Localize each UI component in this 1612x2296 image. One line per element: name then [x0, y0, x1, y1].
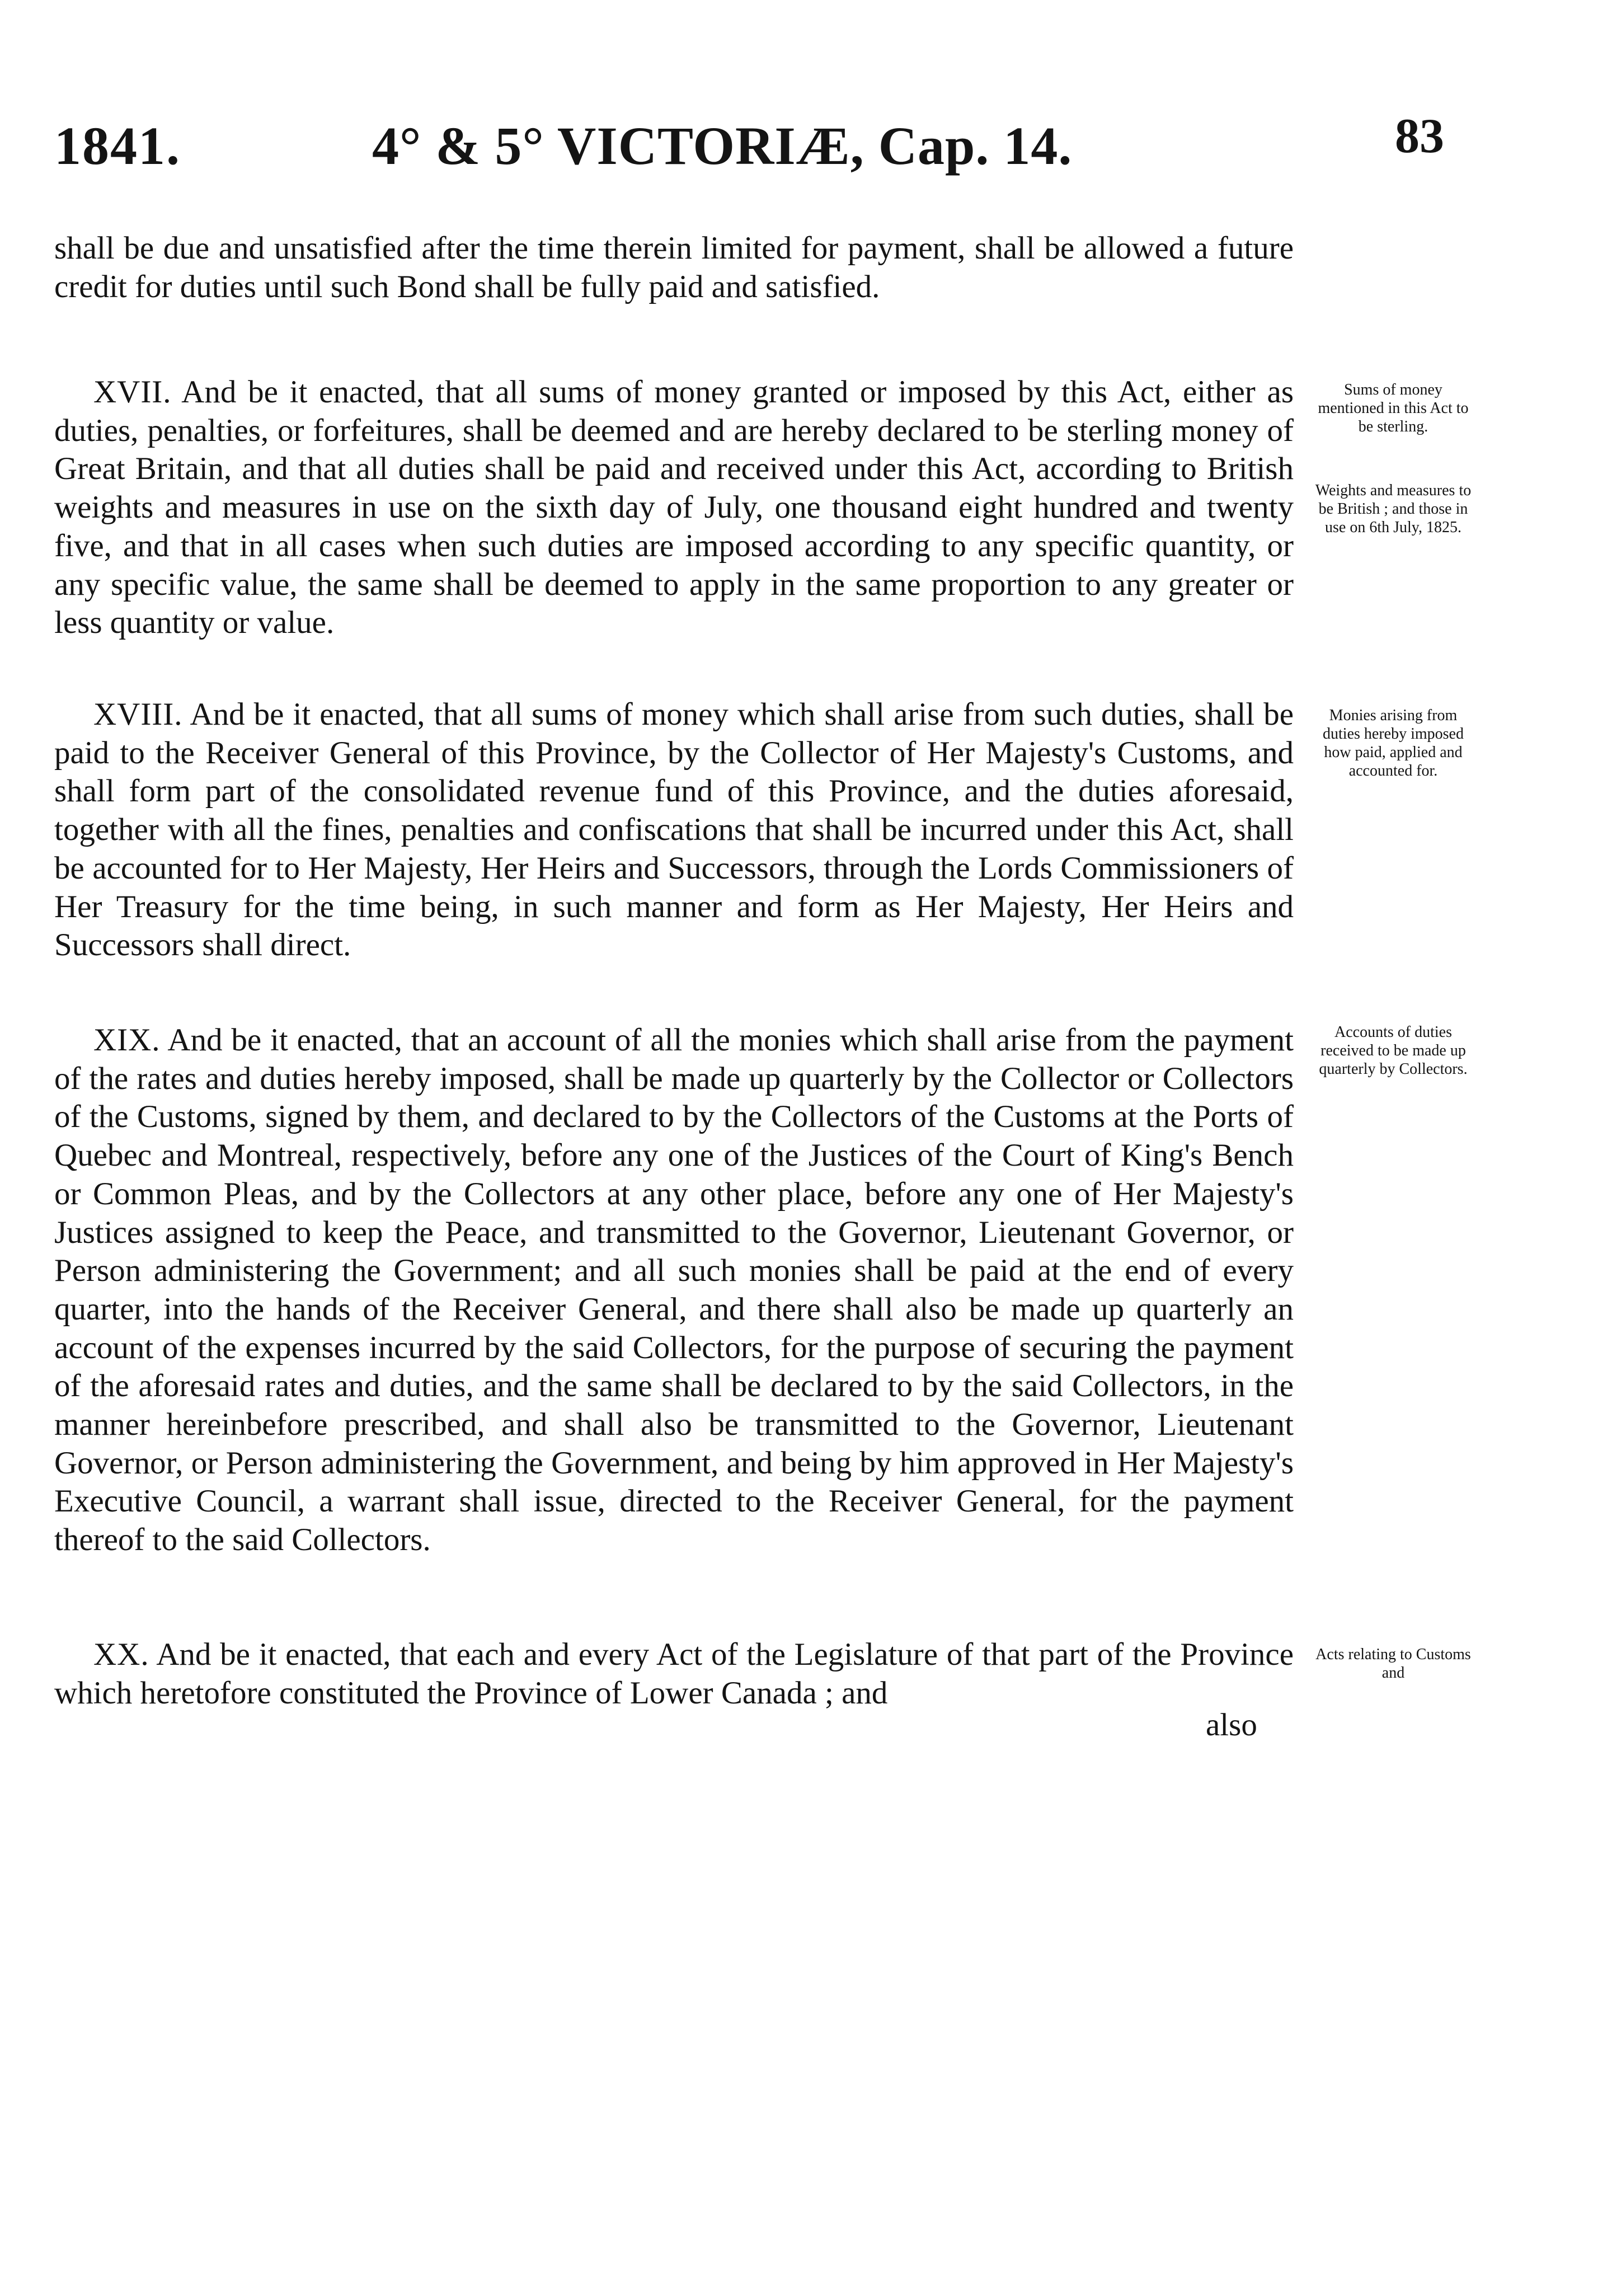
paragraph-text: And be it enacted, that each and every Act of the Legislature of that part of the Province which heretofore constituted the Province of Lower Canada ; and	[54, 1637, 1294, 1711]
catchword: also	[1206, 1707, 1257, 1743]
header-year: 1841.	[54, 116, 181, 176]
section-xviii	[54, 696, 1294, 965]
paragraph-text: And be it enacted, that all sums of money granted or imposed by this Act, either as duties, penalties, or forfeitures, shall be deemed and are hereby declared to be sterling money of Great Britain, and that all duties shall be paid and received under this Act, according to British weights and measures in use on the sixth day of July, one thousand eight hundred and twenty five, and that in all cases when such duties are imposed according to any specific quantity, or any specific value, the same shall be deemed to apply in the same proportion to any greater or less quantity or value.	[54, 374, 1294, 641]
section-xix	[54, 1021, 1294, 1560]
marginal-note: Sums of money mentioned in this Act to be sterling.	[1318, 381, 1469, 435]
paragraph-text: And be it enacted, that all sums of money which shall arise from such duties, shall be paid to the Receiver General of this Province, by the Collector of Her Majesty's Customs, and shall form part of the consolidated revenue fund of this Province, and the duties aforesaid, together with all the fines, penalties and confiscations that shall be incurred under this Act, shall be accounted for to Her Majesty, Her Heirs and Successors, through the Lords Commissioners of Her Treasury for the time being, in such manner and form as Her Majesty, Her Heirs and Successors shall direct.	[54, 697, 1294, 963]
marginal-note: Monies arising from duties hereby imposed how paid, applied and accounted for.	[1323, 707, 1464, 780]
header-title: 4° & 5° VICTORIÆ, Cap. 14.	[372, 116, 1073, 176]
paragraph-text: And be it enacted, that an account of all the monies which shall arise from the payment of the rates and duties hereby imposed, shall be made up quarterly by the Collector or Collectors of the Customs, signed by them, and declared to by the Collectors of the Customs at the Ports of Quebec and Montreal, respectively, before any one of the Justices of the Court of King's Bench or Common Pleas, and by the Collectors at any other place, before any one of Her Majesty's Justices assigned to keep the Peace, and transmitted to the Governor, Lieutenant Governor, or Person administering the Government; and all such monies shall be paid at the end of every quarter, into the hands of the Receiver General, and there shall also be made up quarterly an account of the expenses incurred by the said Collectors, for the purpose of securing the payment of the aforesaid rates and duties, and the same shall be declared to by the said Collectors, in the manner hereinbefore prescribed, and shall also be transmitted to the Governor, Lieutenant Governor, or Person administering the Government, and being by him approved in Her Majesty's Executive Council, a warrant shall issue, directed to the Receiver General, for the payment thereof to the said Collectors.	[54, 1022, 1294, 1558]
marginal-note: Accounts of duties received to be made up quarterly by Collectors.	[1319, 1023, 1468, 1078]
section-number: XIX.	[93, 1022, 161, 1058]
section-xvii	[54, 373, 1294, 642]
section-number: XVII.	[93, 374, 172, 410]
section-number: XVIII.	[93, 697, 183, 732]
page-number: 83	[1395, 109, 1444, 163]
marginal-note: Acts relating to Customs and	[1315, 1646, 1471, 1682]
page-header	[0, 109, 1612, 182]
paragraph-continuation	[54, 229, 1294, 306]
marginal-note: Weights and measures to be British ; and those in use on 6th July, 1825.	[1315, 482, 1472, 536]
paragraph-text: shall be due and unsatisfied after the time therein limited for payment, shall be allowed a future credit for duties until such Bond shall be fully paid and satisfied.	[54, 231, 1294, 304]
section-number: XX.	[93, 1637, 149, 1672]
section-xx	[54, 1636, 1294, 1712]
